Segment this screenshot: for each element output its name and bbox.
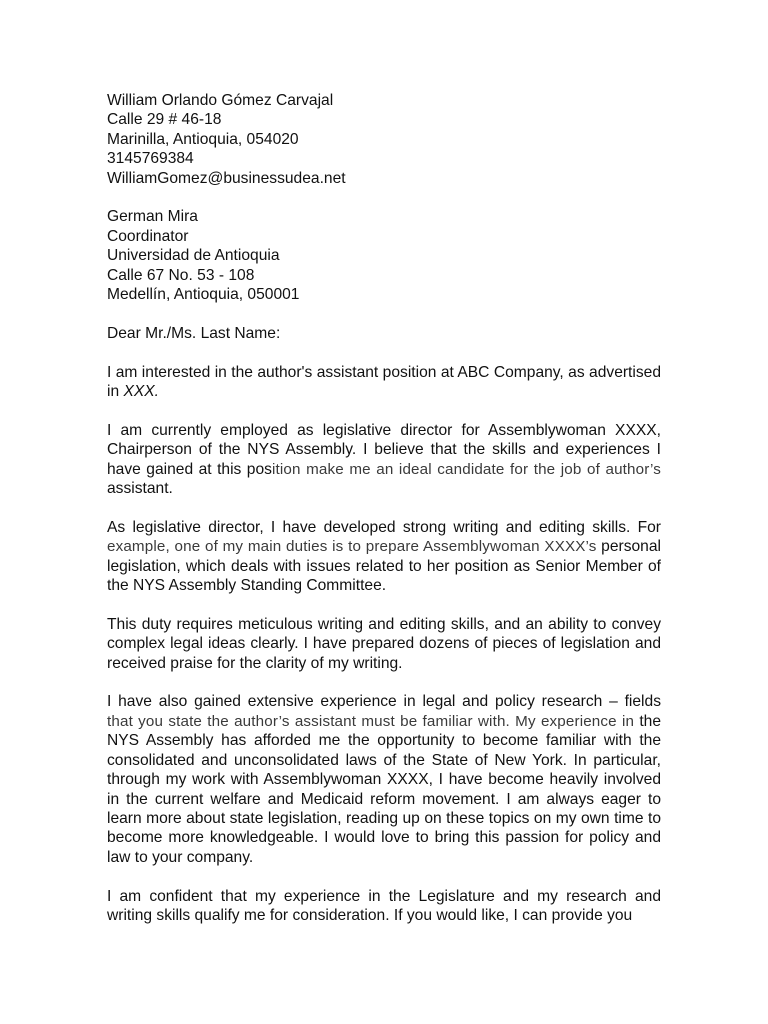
paragraph-5-text-c: the NYS Assembly has afforded me the opportunity to become familiar with the consolidated and unconsolidated laws of the State of New York. In particular, through my work with Assemblywoman XXXX, I have become heavily involved in the current welfare and Medicaid reform movement. I am always eager to learn more about state legislation, reading up on these topics on my own time to become more knowledgeable. I would love to bring this passion for policy and law to your company. bbox=[107, 712, 661, 866]
paragraph-5-text-a: I have also gained extensive experience in legal and policy research – fields bbox=[107, 693, 661, 711]
sender-street: Calle 29 # 46-18 bbox=[107, 111, 222, 129]
paragraph-2 bbox=[107, 421, 661, 499]
recipient-organization: Universidad de Antioquia bbox=[107, 247, 280, 265]
paragraph-3-text-c: personal legislation, which deals with issues related to her position as Senior Member of the NYS Assembly Standing Committee. bbox=[107, 538, 661, 595]
paragraph-1-text: I am interested in the author's assistant position at ABC Company, as advertised in bbox=[107, 363, 661, 401]
paragraph-2-text-a: I am currently employed as legislative director for Assemblywoman XXXX, Chairperson of the NYS Assembly. I believe that the skills and experiences I have gained at this pos bbox=[107, 421, 661, 478]
paragraph-6: I am confident that my experience in the Legislature and my research and writing skills qualify me for consideration. If you would like, I can provide you bbox=[107, 887, 661, 924]
sender-email: WilliamGomez@businessudea.net bbox=[107, 169, 346, 187]
sender-name: William Orlando Gómez Carvajal bbox=[107, 92, 334, 109]
paragraph-3-text-a: As legislative director, I have developed strong writing and editing skills. For bbox=[107, 518, 661, 536]
sender-city: Marinilla, Antioquia, 054020 bbox=[107, 130, 299, 148]
recipient-address-block bbox=[107, 207, 661, 304]
sender-phone: 3145769384 bbox=[107, 150, 194, 168]
recipient-name: German Mira bbox=[107, 208, 198, 226]
paragraph-1-italic: XXX. bbox=[123, 383, 160, 401]
paragraph-5 bbox=[107, 692, 661, 867]
paragraph-2-text-b: ition make me an ideal candidate for the job of author’s bbox=[271, 460, 661, 478]
letter-page bbox=[107, 91, 661, 925]
paragraph-5-text-b: that you state the author’s assistant must be familiar with. My experience in bbox=[107, 712, 635, 730]
recipient-street: Calle 67 No. 53 - 108 bbox=[107, 266, 255, 284]
recipient-city: Medellín, Antioquia, 050001 bbox=[107, 286, 300, 304]
paragraph-3-text-b: example, one of my main duties is to prepare Assemblywoman XXXX’s bbox=[107, 538, 597, 556]
paragraph-2-text-c: assistant. bbox=[107, 480, 173, 498]
sender-address-block bbox=[107, 91, 661, 188]
recipient-title: Coordinator bbox=[107, 227, 189, 245]
paragraph-4: This duty requires meticulous writing and editing skills, and an ability to convey complex legal ideas clearly. I have prepared dozens of pieces of legislation and received praise for the clarity of my writing. bbox=[107, 615, 661, 672]
salutation: Dear Mr./Ms. Last Name: bbox=[107, 324, 281, 342]
paragraph-1 bbox=[107, 363, 661, 402]
paragraph-3 bbox=[107, 518, 661, 596]
